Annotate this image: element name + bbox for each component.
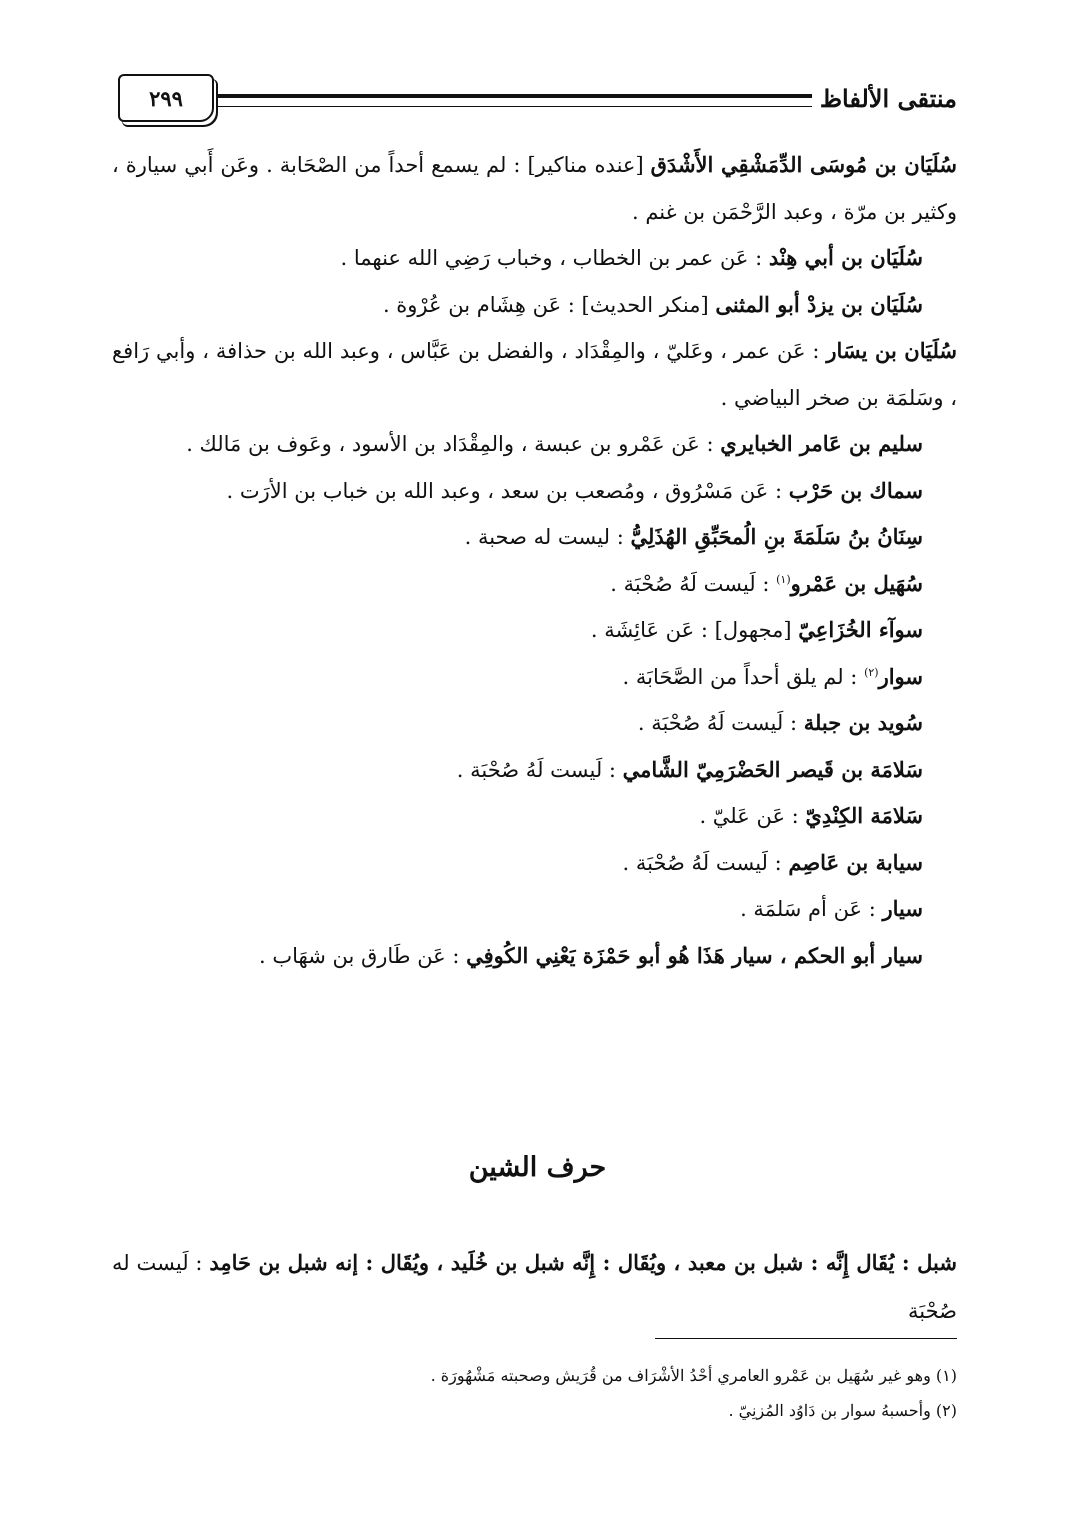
entry	[112, 421, 957, 468]
entry	[112, 561, 957, 608]
entry-text: : لَيست لَهُ صُحْبَة .	[622, 850, 789, 875]
footnote: (١) وهو غير سُهَيل بن عَمْرو العامري أحْدُ الأشْرَاف من قُرَيش وصحبته مَشْهُورَة .	[430, 1366, 957, 1385]
entry-name: سِنَانُ بنُ سَلَمَةَ بنِ الُمحَبِّقِ الهُذَلِيُّ	[630, 524, 923, 549]
entry-text: : عَن طَارق بن شهَاب .	[259, 943, 467, 968]
header-double-rule	[210, 94, 812, 107]
entry	[112, 142, 957, 235]
entry	[112, 282, 957, 329]
entries-list	[112, 142, 957, 979]
entry-name: سوآء الخُزَاعِيّ	[798, 617, 923, 642]
entry-text: : لَيست له صُحْبَة	[112, 1251, 957, 1323]
entry	[112, 793, 957, 840]
entry-text: [مجهول] : عَن عَائِشَة .	[590, 618, 799, 642]
entry-text: : عَن عَليّ .	[699, 804, 806, 828]
entry	[112, 468, 957, 515]
entry	[112, 933, 957, 980]
entry-name: سيابة بن عَاصِم	[788, 849, 923, 875]
entry	[112, 700, 957, 747]
entry-name: سُلَيَان بن مُوسَى الدِّمَشْقِي الأَشْدَق	[650, 152, 957, 177]
entry-text: [عنده مناكير] : لم يسمع أحداً من الصْحَابة . وعَن أَبي سيارة ، وكثير بن مرّة ، وعبد الرَّحْمَن بن غنم .	[112, 153, 957, 224]
entry-name: سُلَيَان بن يسَار	[826, 338, 958, 363]
entry-text: : عَن عمر بن الخطاب ، وخباب رَضِي الله عنهما .	[340, 246, 769, 270]
entry-text: : عَن عَمْرو بن عبسة ، والمِقْدَاد بن الأسود ، وعَوف بن مَالك .	[186, 432, 721, 456]
entry	[112, 840, 957, 887]
footnote-marker: (٢)	[864, 665, 879, 679]
entry-text: : عَن عمر ، وعَليّ ، والمِقْدَاد ، والفضل بن عَبَّاس ، وعبد الله بن حذافة ، وأبي رَافع ، وسَلمَة بن صخر البياضي .	[112, 339, 957, 410]
footnote-separator	[655, 1338, 957, 1339]
footnotes	[112, 1358, 957, 1428]
entry-name: سَلامَة بن قَيصر الحَضْرَمِيّ الشَّامي	[622, 756, 923, 782]
entry-text: : لَيست لَهُ صُحْبَة .	[637, 711, 804, 735]
entry-text: [منكر الحديث] : عَن هِشَام بن عُرْوة .	[382, 292, 716, 317]
entry	[112, 1239, 957, 1335]
entry-name: سُلَيَان بن أبي هِنْد	[768, 245, 923, 270]
page-number: ٢٩٩	[149, 85, 183, 111]
entry-name: سليم بن عَامر الخبايري	[720, 431, 923, 456]
footnote-marker: (١)	[776, 572, 791, 586]
entry-text: : لَيست لَهُ صُحْبَة .	[456, 757, 623, 782]
running-title: منتقى الألفاظ	[819, 84, 957, 113]
entry-name: سيار أبو الحكم ، سيار هَذَا هُو أبو حَمْزَة يَعْنِي الكُوفِي	[466, 942, 923, 968]
entry-name: سُهَيل بن عَمْرو	[790, 570, 923, 596]
entry-name: سماك بن حَرْب	[788, 477, 923, 503]
entry-text: : لَيست لَهُ صُحْبَة .	[610, 571, 777, 596]
page-number-box	[118, 74, 214, 122]
entry	[112, 514, 957, 561]
entry	[112, 328, 957, 421]
entry-name: شبل : يُقَال إِنَّه : شبل بن معبد ، ويُقَال : إِنَّه شبل بن خُلَيد ، ويُقَال : إنه شبل بن حَامِد	[209, 1250, 957, 1275]
entry	[112, 747, 957, 794]
entry	[112, 235, 957, 282]
entry	[112, 607, 957, 654]
section-heading: حرف الشين	[468, 1152, 607, 1183]
entry-text: : عَن أم سَلمَة .	[740, 897, 883, 921]
entry-text: : عَن مَسْرُوق ، ومُصعب بن سعد ، وعبد الله بن خباب بن الأرَت .	[226, 478, 789, 503]
entry-name: سوار	[878, 663, 923, 689]
page-header	[112, 74, 957, 130]
entry-name: سُلَيَان بن يزدْ أبو المثنى	[715, 291, 923, 317]
entry-name: سَلامَة الكِنْدِيّ	[805, 803, 923, 828]
entry-name: سيار	[882, 896, 923, 921]
entry-text: : ليست له صحبة .	[464, 525, 631, 549]
entry-text: : لم يلق أحداً من الصَّحَابَة .	[622, 664, 865, 689]
entry	[112, 886, 957, 933]
footnote: (٢) وأحسبهُ سوار بن دَاوُد المُزنِيّ .	[728, 1401, 957, 1420]
entry	[112, 654, 957, 701]
entry-name: سُويد بن جبلة	[803, 710, 923, 735]
